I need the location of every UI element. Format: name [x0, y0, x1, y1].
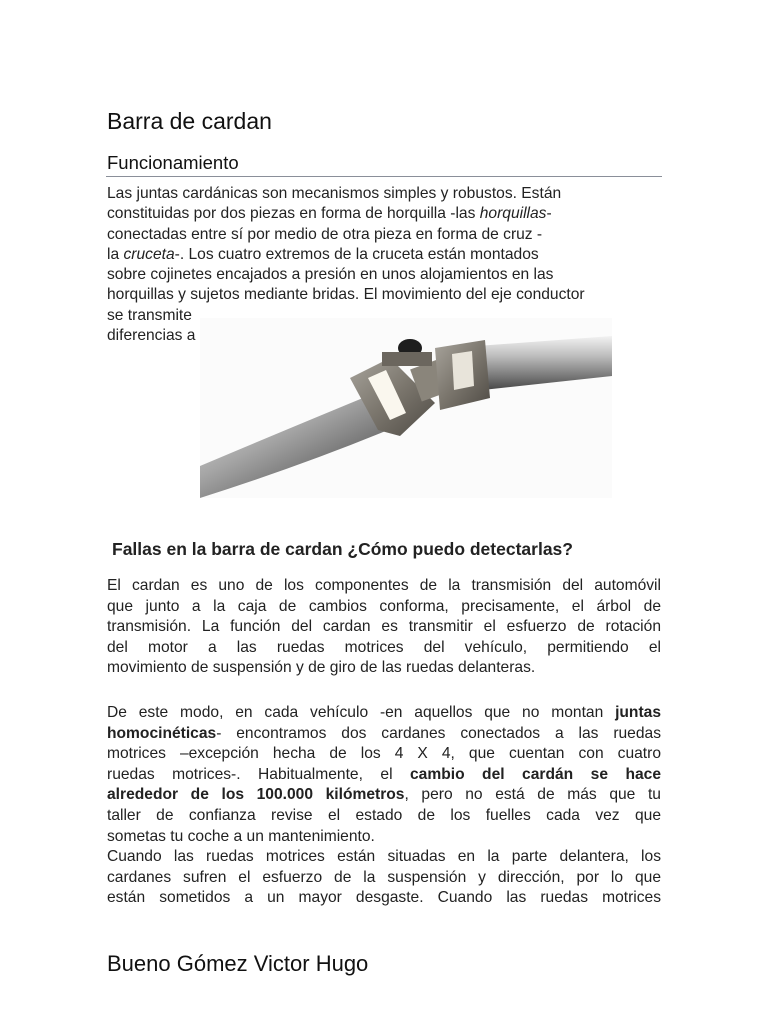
bold-term: alrededor de los 100.000 kilómetros — [107, 786, 405, 804]
text-run: -. Los cuatro extremos de la cruceta están montados — [174, 245, 539, 263]
text-run: De este modo, en cada vehículo -en aquellos que no montan — [107, 704, 616, 721]
text-line: motrices –excepción hecha de los 4 X 4, que cuentan con cuatro — [107, 745, 661, 763]
text-run: - encontramos dos cardanes conectados a las ruedas — [216, 724, 661, 742]
author-name: Bueno Gómez Victor Hugo — [107, 951, 369, 976]
text-line: transmisión. La función del cardan es transmitir el esfuerzo de rotación — [107, 618, 661, 636]
text-line: diferencias a — [107, 327, 196, 345]
italic-term: cruceta — [123, 245, 175, 263]
text-run: sobre — [107, 266, 151, 284]
bold-term: cambio del cardán se hace — [410, 765, 661, 783]
text-line: El cardan es uno de los componentes de la transmisión del automóvil — [107, 577, 661, 594]
text-line: que junto a la caja de cambios conforma, precisamente, el árbol de — [107, 597, 661, 615]
bold-term: juntas — [615, 704, 661, 721]
text-line — [107, 724, 661, 745]
yoke-opening — [452, 351, 474, 390]
text-line: conectadas entre sí por medio de otra pieza en forma de cruz - — [107, 225, 543, 243]
heading-divider — [106, 176, 662, 177]
paragraph-intro — [107, 576, 661, 679]
text-run: , pero no está de más que tu — [404, 786, 661, 804]
bold-term: homocinéticas — [107, 724, 217, 742]
text-line: horquillas y sujetos mediante bridas. El movimiento del eje conductor — [107, 286, 585, 304]
page-title: Barra de cardan — [107, 108, 272, 134]
bearing-housing — [382, 352, 432, 366]
section-heading: Fallas en la barra de cardan ¿Cómo puedo detectarlas? — [112, 539, 573, 559]
text-line — [107, 785, 661, 806]
text-line: taller de confianza revise el estado de los fuelles cada vez que — [107, 806, 661, 824]
text-line: sometas tu coche a un mantenimiento. — [107, 827, 375, 845]
text-line — [107, 703, 661, 724]
text-line: Las juntas cardánicas son mecanismos simples y robustos. Están — [107, 185, 562, 202]
text-line — [107, 204, 667, 224]
section-subtitle: Funcionamiento — [107, 152, 239, 173]
text-line: movimiento de suspensión y de giro de las ruedas delanteras. — [107, 659, 536, 677]
text-run: constituidas por dos piezas en forma de horquilla -las — [107, 205, 480, 223]
paragraph-details — [107, 703, 661, 909]
text-line: están sometidos a un mayor desgaste. Cuando las ruedas motrices — [107, 889, 661, 907]
italic-term: horquillas — [479, 205, 547, 223]
text-line: Cuando las ruedas motrices están situadas en la parte delantera, los — [107, 848, 661, 866]
text-run: - — [546, 205, 552, 223]
text-line — [107, 245, 667, 265]
universal-joint-image — [200, 318, 612, 498]
text-line: cardanes sufren el esfuerzo de la suspensión y dirección, por lo que — [107, 868, 661, 886]
text-run: ruedas motrices-. Habitualmente, el — [107, 765, 410, 783]
text-line — [107, 765, 661, 786]
linked-term: cojinetes — [150, 266, 212, 284]
text-line: del motor a las ruedas motrices del vehículo, permitiendo el — [107, 638, 661, 656]
text-run: la — [107, 245, 124, 263]
text-line — [107, 265, 667, 285]
text-line: se transmite — [107, 306, 192, 324]
universal-joint-illustration — [200, 318, 612, 498]
text-run: encajados a presión en unos alojamientos en las — [211, 266, 554, 284]
